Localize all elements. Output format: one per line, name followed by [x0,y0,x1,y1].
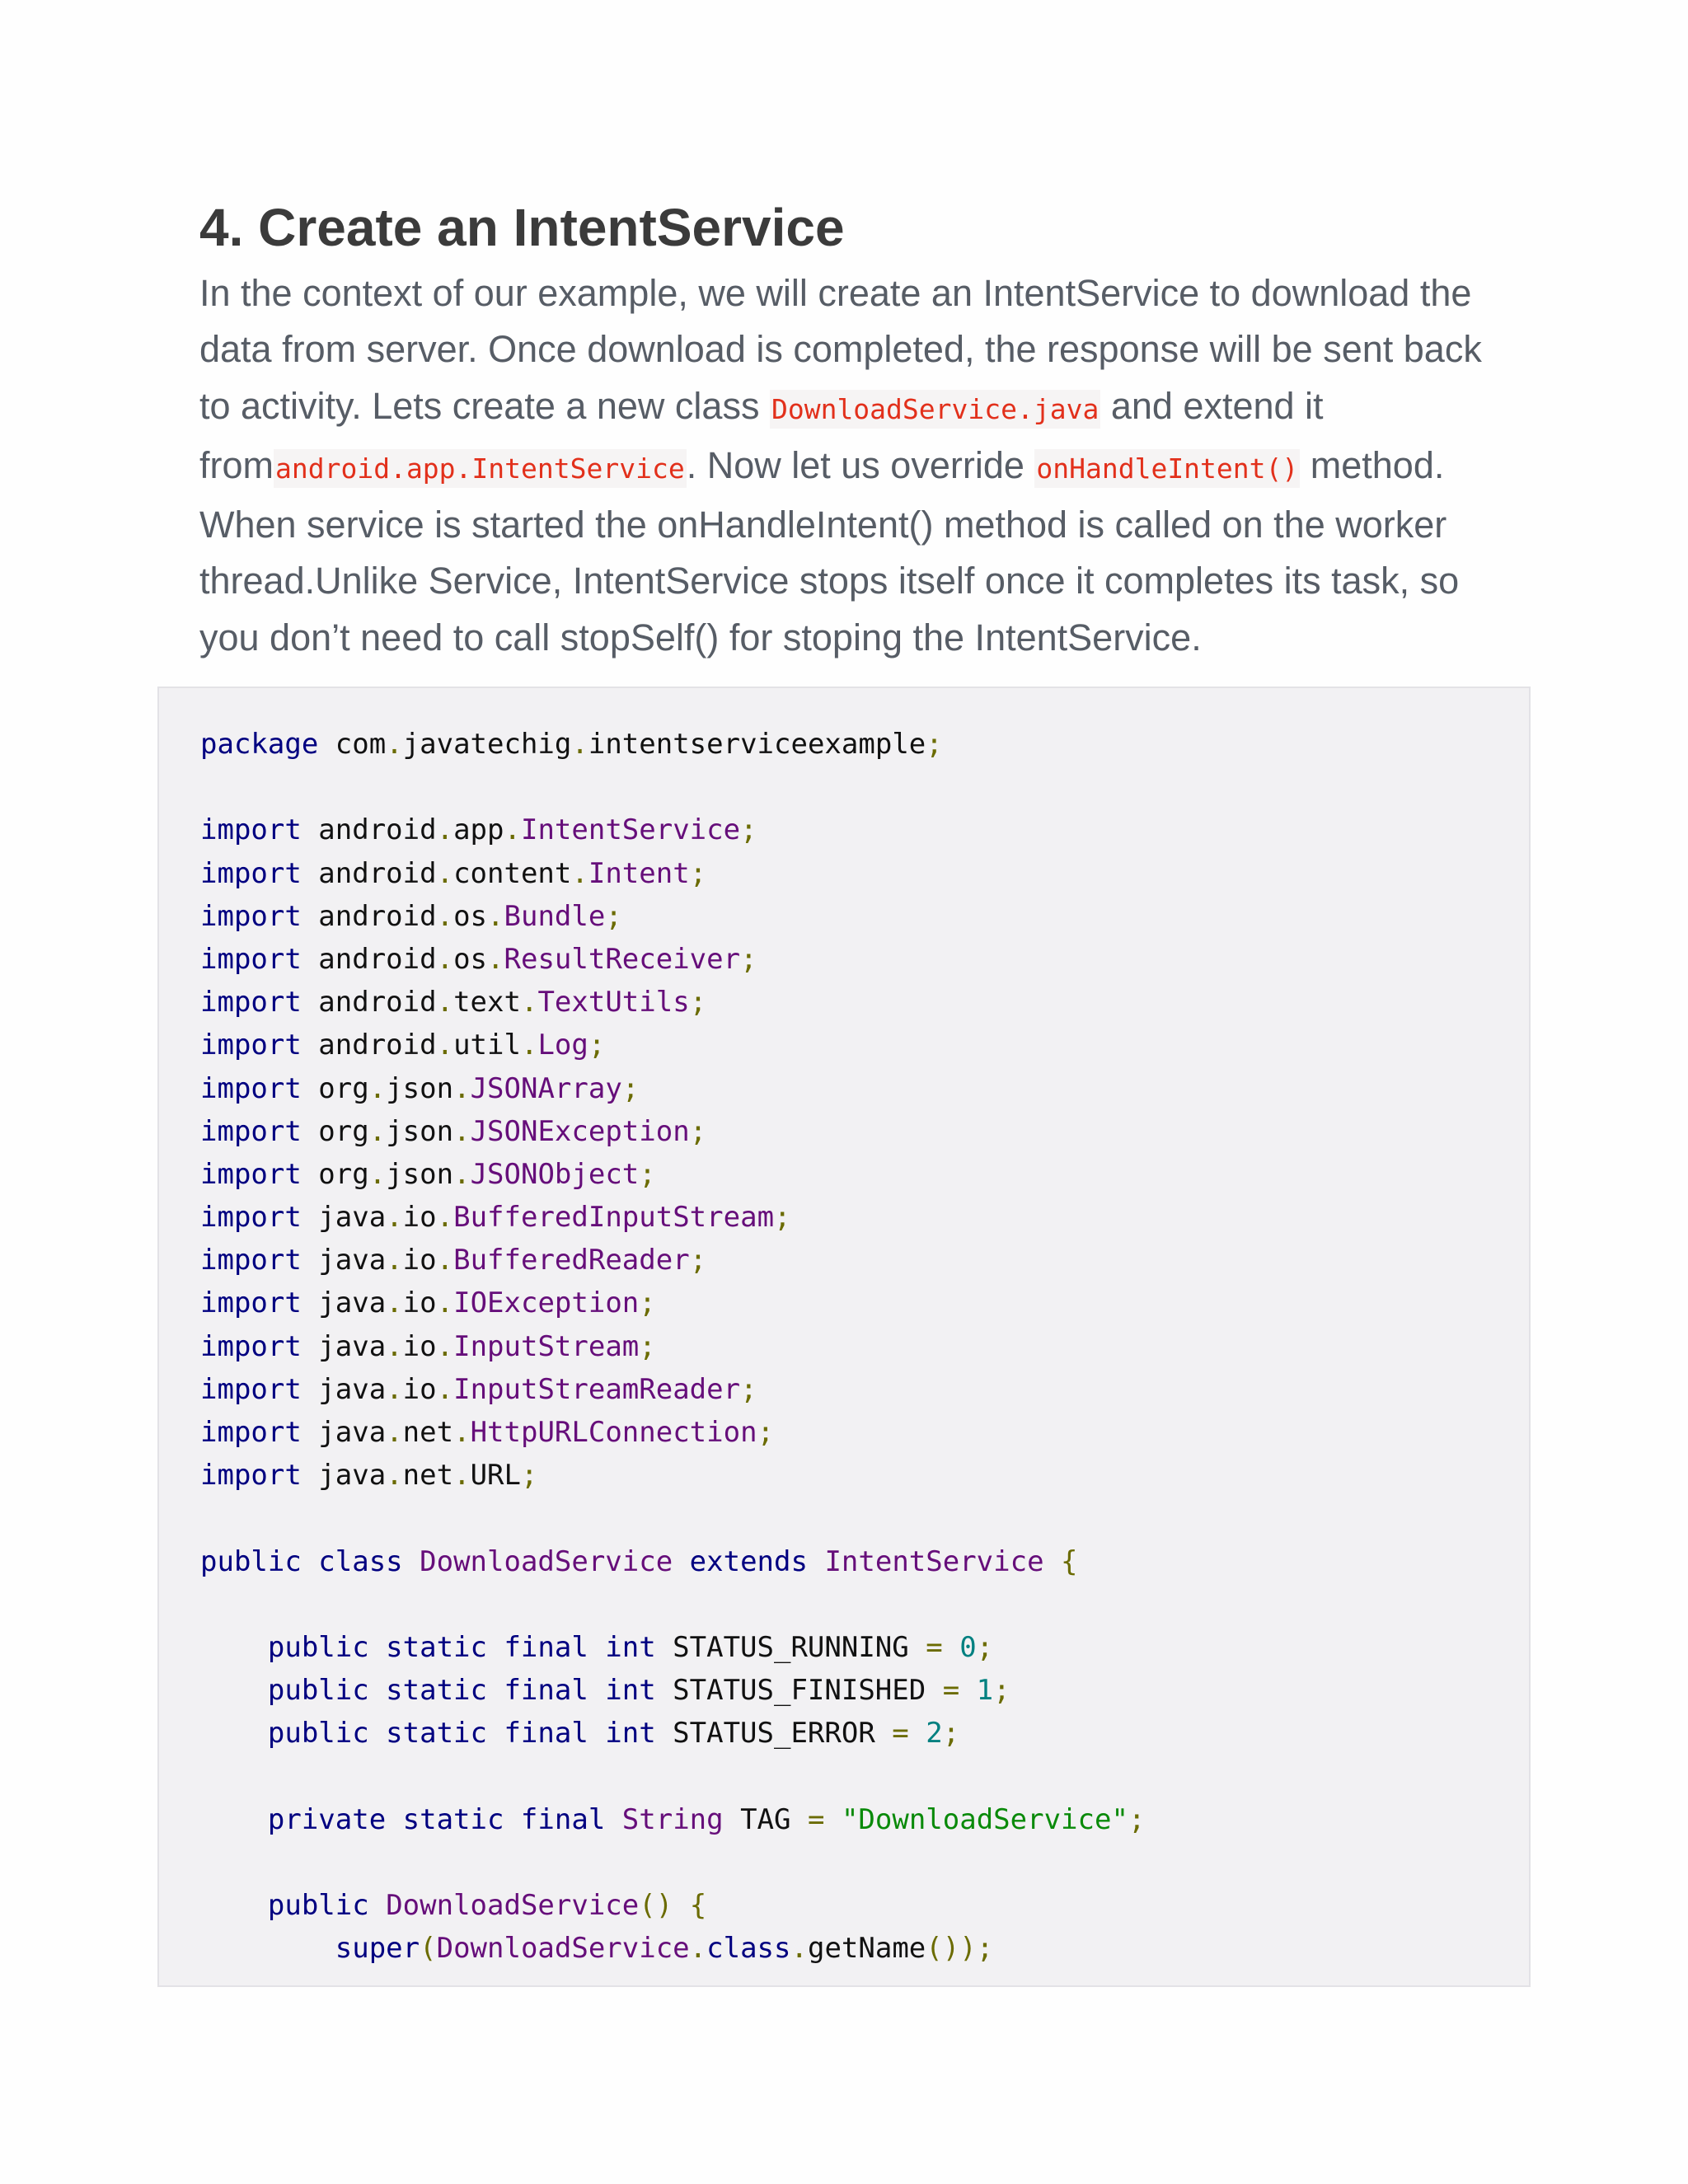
code-line [200,1755,1145,1798]
code-punctuation: . [453,1459,471,1493]
code-identifier: android [301,813,437,847]
code-type: BufferedReader [453,1244,690,1277]
code-line [200,1368,1145,1411]
code-keyword: import [200,1029,302,1062]
code-punctuation: . [436,986,454,1019]
code-punctuation: ; [942,1717,960,1750]
code-line [200,1798,1145,1841]
code-line [200,1282,1145,1324]
code-identifier [369,1889,386,1922]
code-identifier [673,1545,689,1578]
code-identifier: java [301,1244,387,1277]
code-punctuation: ; [639,1157,656,1191]
code-punctuation: . [386,1416,403,1449]
code-keyword: public static final int [267,1717,656,1750]
code-identifier: io [402,1244,437,1277]
code-number: 0 [959,1630,977,1664]
code-identifier: com [318,728,387,761]
code-line [200,1153,1145,1196]
code-keyword: import [200,856,302,890]
code-identifier: io [402,1286,437,1320]
code-keyword: import [200,1244,302,1277]
code-identifier: STATUS_RUNNING [655,1630,926,1664]
code-identifier [200,1932,335,1965]
code-identifier: org [301,1157,369,1191]
code-punctuation: . [386,1201,403,1235]
code-keyword: import [200,1459,302,1493]
paragraph-line [199,497,1551,553]
code-punctuation: ; [639,1286,656,1320]
code-punctuation: ; [740,813,757,847]
code-line [200,766,1145,808]
code-identifier [824,1803,841,1836]
code-keyword: import [200,1157,302,1191]
code-punctuation: . [520,986,538,1019]
code-type: IntentService [824,1544,1044,1578]
paragraph-text: from [199,443,274,486]
code-punctuation: . [689,1932,707,1966]
code-type: Log [537,1029,588,1062]
intro-paragraph [199,265,1551,666]
paragraph-line [199,378,1551,438]
code-punctuation: . [386,1329,403,1363]
code-keyword: import [200,1329,302,1363]
code-punctuation: = [926,1630,943,1664]
code-punctuation: ; [689,986,707,1019]
code-line [200,1927,1145,1970]
paragraph-line [199,265,1551,321]
code-block[interactable] [157,687,1531,1987]
paragraph-text: In the context of our example, we will create an IntentService to download the [199,272,1472,314]
code-listing [200,723,1145,1970]
code-punctuation: () [639,1889,673,1923]
code-punctuation: ; [689,856,707,890]
code-keyword: import [200,942,302,976]
code-type: DownloadService [436,1932,690,1966]
code-identifier: org [301,1071,369,1105]
code-type: Bundle [504,899,606,933]
code-line [200,1884,1145,1927]
code-punctuation: { [1061,1544,1078,1578]
code-punctuation: ; [774,1201,791,1235]
code-identifier: net [402,1416,454,1449]
code-punctuation: ; [521,1459,538,1493]
code-punctuation: . [436,1244,454,1277]
code-identifier: json [386,1114,454,1148]
code-identifier: java [301,1416,387,1449]
code-keyword: import [200,1201,302,1235]
code-identifier [1044,1545,1061,1578]
code-type: DownloadService [386,1889,640,1923]
code-punctuation: . [386,1459,403,1493]
code-type: JSONObject [470,1157,640,1191]
code-line [200,1110,1145,1153]
code-line [200,1669,1145,1712]
code-type: IOException [453,1286,640,1320]
code-punctuation: . [436,856,454,890]
code-keyword: import [200,1372,302,1406]
code-identifier: intentserviceexample [588,728,926,761]
code-identifier: io [402,1201,437,1235]
code-type: IntentService [520,813,741,847]
code-punctuation: ; [976,1630,994,1664]
code-punctuation: . [487,942,504,976]
code-identifier: STATUS_ERROR [655,1717,893,1750]
code-punctuation: ; [757,1416,775,1449]
code-keyword: class [706,1932,791,1966]
code-punctuation: . [386,1286,403,1320]
code-type: JSONException [470,1114,690,1148]
code-identifier: URL [470,1459,521,1493]
code-keyword: public static final int [267,1630,656,1664]
code-identifier [200,1889,268,1922]
code-line [200,1841,1145,1884]
code-line [200,1196,1145,1239]
code-line [200,1540,1145,1583]
code-keyword: import [200,1071,302,1105]
code-line [200,1712,1145,1755]
code-identifier: os [453,899,488,933]
code-punctuation: . [571,728,588,761]
paragraph-text: When service is started the onHandleIntent() method is called on the worker [199,504,1447,546]
code-punctuation: . [504,813,521,847]
code-type: TextUtils [537,986,690,1019]
code-identifier: android [301,856,437,890]
code-type: DownloadService [420,1544,673,1578]
code-keyword: public static final int [267,1674,656,1708]
code-number: 2 [926,1717,943,1750]
code-line [200,808,1145,851]
code-line [200,938,1145,981]
code-punctuation: . [436,1286,454,1320]
code-punctuation: = [892,1717,909,1750]
code-punctuation: ()); [926,1932,994,1966]
code-identifier: org [301,1114,369,1148]
paragraph-line [199,553,1551,609]
code-type: InputStreamReader [453,1372,741,1406]
code-identifier [605,1803,621,1836]
code-line [200,1497,1145,1540]
code-identifier: net [402,1459,454,1493]
code-punctuation: . [453,1157,471,1191]
code-keyword: extends [689,1544,808,1578]
code-identifier: java [301,1372,387,1406]
code-line [200,981,1145,1024]
code-keyword: public class [200,1544,403,1578]
code-punctuation: . [368,1114,387,1148]
paragraph-line [199,438,1551,497]
code-type: JSONArray [470,1071,622,1105]
code-keyword: import [200,813,302,847]
code-identifier: java [301,1459,387,1493]
code-punctuation: ; [639,1329,656,1363]
code-punctuation: . [368,1157,387,1191]
code-punctuation: ; [926,728,943,761]
code-punctuation: = [942,1674,960,1708]
code-identifier: TAG [723,1802,808,1836]
code-identifier [200,1631,268,1664]
code-type: BufferedInputStream [453,1201,775,1235]
code-punctuation: . [520,1029,538,1062]
code-line [200,1583,1145,1626]
code-identifier: android [301,942,437,976]
code-identifier: os [453,942,488,976]
paragraph-line [199,321,1551,377]
code-punctuation: . [453,1416,471,1449]
code-identifier: text [453,986,521,1019]
code-punctuation: ; [993,1674,1010,1708]
code-keyword: super [335,1932,420,1966]
code-punctuation: ; [621,1071,640,1105]
code-identifier: STATUS_FINISHED [655,1674,943,1708]
code-punctuation: . [436,899,454,933]
paragraph-line [199,610,1551,666]
code-punctuation: . [436,1201,454,1235]
code-punctuation: ; [605,899,622,933]
code-identifier [200,1803,268,1836]
code-line [200,1626,1145,1669]
code-identifier [403,1545,420,1578]
code-line [200,1239,1145,1282]
code-type: InputStream [453,1329,640,1363]
code-punctuation: ; [740,942,757,976]
code-identifier [943,1631,959,1664]
code-punctuation: . [436,1029,454,1062]
paragraph-text: method. [1300,443,1445,486]
code-string: "DownloadService" [841,1802,1128,1836]
code-line [200,1325,1145,1368]
code-type: HttpURLConnection [470,1416,757,1449]
code-identifier [200,1674,268,1707]
code-identifier: java [301,1286,387,1320]
code-identifier: java [301,1329,387,1363]
paragraph-text: you don’t need to call stopSelf() for stoping the IntentService. [199,616,1202,658]
code-identifier: getName [807,1932,926,1966]
code-line [200,723,1145,766]
code-identifier: android [301,1029,437,1062]
code-line [200,1067,1145,1110]
code-punctuation: . [436,942,454,976]
code-identifier: javatechig [402,728,572,761]
code-identifier [909,1717,926,1750]
code-keyword: import [200,899,302,933]
code-identifier: android [301,899,437,933]
inline-code-download-service: DownloadService.java [770,390,1100,429]
code-punctuation: . [436,1329,454,1363]
code-keyword: import [200,1286,302,1320]
code-punctuation: . [790,1932,808,1966]
code-punctuation: { [689,1889,707,1923]
code-keyword: import [200,986,302,1019]
code-punctuation: ; [689,1114,707,1148]
code-keyword: private static final [267,1802,606,1836]
code-punctuation: ; [740,1372,757,1406]
code-identifier: java [301,1201,387,1235]
code-identifier [808,1545,824,1578]
paragraph-text: to activity. Lets create a new class [199,384,770,427]
inline-code-intent-service: android.app.IntentService [274,449,687,488]
code-punctuation: . [436,1372,454,1406]
code-line [200,1454,1145,1497]
code-punctuation: . [453,1114,471,1148]
code-identifier [959,1674,976,1707]
code-keyword: import [200,1114,302,1148]
code-punctuation: ; [588,1029,606,1062]
code-identifier: io [402,1329,437,1363]
code-identifier: content [453,856,572,890]
paragraph-text: data from server. Once download is completed, the response will be sent back [199,328,1482,371]
code-punctuation: . [436,813,454,847]
code-punctuation: . [487,899,504,933]
code-type: String [621,1802,724,1836]
code-punctuation: . [571,856,588,890]
code-keyword: public [267,1889,369,1923]
code-type: Intent [588,856,690,890]
code-line [200,895,1145,938]
paragraph-text: . Now let us override [686,443,1035,486]
code-identifier: json [386,1071,454,1105]
code-punctuation: ; [1128,1802,1146,1836]
code-punctuation: ( [420,1932,437,1966]
code-identifier [200,1717,268,1750]
code-line [200,852,1145,895]
code-line [200,1024,1145,1066]
code-identifier: app [453,813,504,847]
code-punctuation: ; [689,1244,707,1277]
section-heading: 4. Create an IntentService [199,198,845,257]
code-number: 1 [976,1674,994,1708]
code-identifier: io [402,1372,437,1406]
code-line [200,1411,1145,1454]
paragraph-text: and extend it [1100,384,1324,427]
code-identifier: util [453,1029,521,1062]
code-keyword: package [200,728,319,761]
code-identifier: android [301,986,437,1019]
code-punctuation: = [807,1802,825,1836]
code-punctuation: . [386,1244,403,1277]
paragraph-text: thread.Unlike Service, IntentService stops itself once it completes its task, so [199,560,1460,602]
code-punctuation: . [386,728,403,761]
code-identifier: json [386,1157,454,1191]
code-punctuation: . [368,1071,387,1105]
inline-code-on-handle-intent: onHandleIntent() [1034,449,1300,488]
code-punctuation: . [386,1372,403,1406]
code-punctuation: . [453,1071,471,1105]
code-identifier [673,1889,689,1922]
code-keyword: import [200,1416,302,1449]
code-type: ResultReceiver [504,942,741,976]
